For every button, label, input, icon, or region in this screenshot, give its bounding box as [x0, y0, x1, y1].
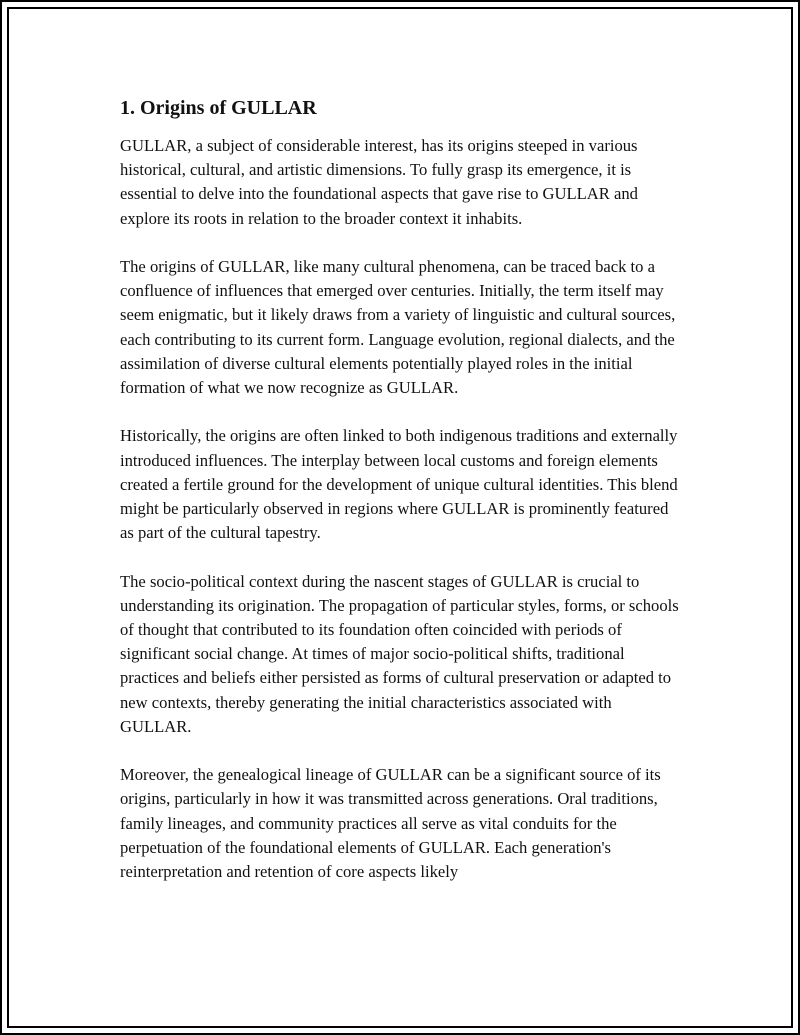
- paragraph: Moreover, the genealogical lineage of GULLAR can be a significant source of its origins, particularly in how it was transmitted across generations. Oral traditions, family lineages, and community practices all serve as vital conduits for the perpetuation of the foundational elements of GULLAR. Each generation's reinterpretation and retention of core aspects likely: [120, 765, 661, 882]
- section-title: 1. Origins of GULLAR: [120, 97, 317, 119]
- paragraph: Historically, the origins are often linked to both indigenous traditions and externally introduced influences. The interplay between local customs and foreign elements created a fertile ground for the development of unique cultural identities. This blend might be particularly observed in regions where GULLAR is prominently featured as part of the cultural tapestry.: [120, 426, 678, 543]
- paragraph: The origins of GULLAR, like many cultural phenomena, can be traced back to a confluence of influences that emerged over centuries. Initially, the term itself may seem enigmatic, but it likely draws from a variety of linguistic and cultural sources, each contributing to its current form. Language evolution, regional dialects, and the assimilation of diverse cultural elements potentially played roles in the initial formation of what we now recognize as GULLAR.: [120, 257, 676, 398]
- document-content: [120, 94, 686, 908]
- paragraph: The socio-political context during the nascent stages of GULLAR is crucial to understanding its origination. The propagation of particular styles, forms, or schools of thought that contributed to its foundation often coincided with periods of significant social change. At times of major socio-political shifts, traditional practices and beliefs either persisted as forms of cultural preservation or adapted to new contexts, thereby generating the initial characteristics associated with GULLAR.: [120, 571, 679, 736]
- paragraph: GULLAR, a subject of considerable interest, has its origins steeped in various historical, cultural, and artistic dimensions. To fully grasp its emergence, it is essential to delve into the foundational aspects that gave rise to GULLAR and explore its roots in relation to the broader context it inhabits.: [120, 136, 638, 228]
